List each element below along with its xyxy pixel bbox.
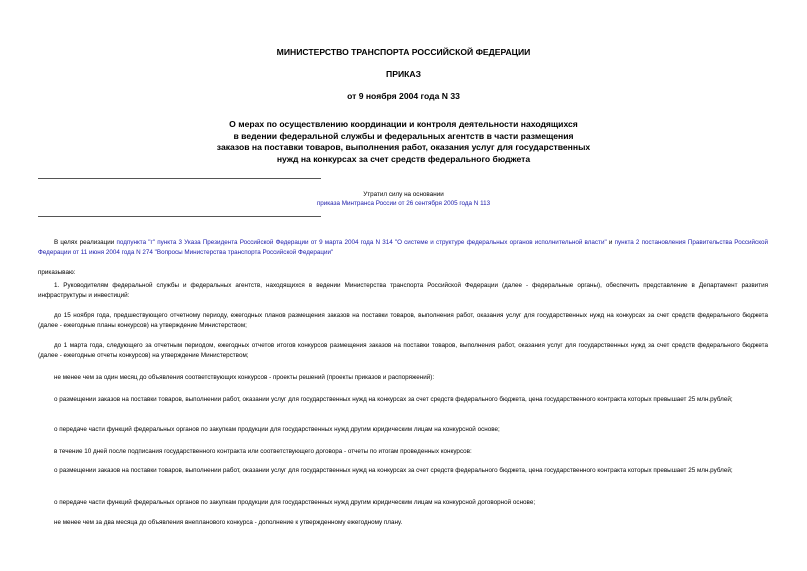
document-title — [0, 119, 807, 165]
title-line: заказов на поставки товаров, выполнения работ, оказания услуг для государственных — [216, 142, 591, 152]
paragraph-text: до 1 марта года, следующего за отчетным периодом, ежегодных отчетов итогов конкурсов размещения заказов на поставки товаров, выполнения работ, оказания услуг для государственных нужд за счет средств федерального бюджета (далее - ежегодные отчеты конкурсов) на утверждение Министерством; — [38, 342, 768, 359]
preamble-paragraph — [38, 238, 768, 257]
date-number-heading: от 9 ноября 2004 года N 33 — [347, 91, 460, 101]
paragraph-item — [38, 447, 768, 457]
order-word: приказываю: — [38, 269, 76, 276]
doc-type-heading: ПРИКАЗ — [386, 69, 421, 79]
resolution-link[interactable]: пункта 2 постановления Правительства Российской Федерации от 11 июня 2004 года N 274 "Вопросы Министерства транспорта Российской Федерации" — [38, 239, 769, 256]
title-line: нужд на конкурсах за счет средств федерального бюджета — [276, 153, 531, 164]
title-line: в ведении федеральной службы и федеральных агентств в части размещения — [233, 130, 574, 141]
decree-link[interactable]: подпункта "г" пункта 3 Указа Президента Российской Федерации от 9 марта 2004 года N 314 "О системе и структуре федеральных органов исполнительной власти" — [116, 239, 607, 246]
paragraph-item — [38, 311, 768, 330]
status-note — [0, 190, 807, 208]
paragraph-item — [38, 498, 768, 508]
paragraph-text: о передаче части функций федеральных органов по закупкам продукции для государственных нужд другим юридическим лицам на конкурсной договорной основе; — [54, 499, 536, 506]
title-line: О мерах по осуществлению координации и контроля деятельности находящихся — [229, 119, 578, 129]
paragraph-item — [38, 518, 768, 528]
paragraph-item — [38, 466, 768, 476]
paragraph-text: до 15 ноября года, предшествующего отчетному периоду, ежегодных планов размещения заказов на поставки товаров, выполнения работ, оказания услуг для государственных нужд на конкурсах за счет средств федерального бюджета (далее - ежегодные планы конкурсов) на утверждение Министерством; — [38, 312, 768, 329]
paragraph-text: в течение 10 дней после подписания государственного контракта или соответствующего договора - отчеты по итогам проведенных конкурсов: — [54, 448, 472, 455]
divider-bottom — [38, 216, 321, 217]
paragraph-item — [38, 341, 768, 360]
paragraph-item — [38, 425, 768, 435]
paragraph-text: о передаче части функций федеральных органов по закупкам продукции для государственных нужд другим юридическим лицам на конкурсной основе; — [54, 426, 500, 433]
paragraph-text: не менее чем за два месяца до объявления внепланового конкурса - дополнение к утвержденному ежегодному плану. — [54, 519, 403, 526]
preamble-intro: В целях реализации — [54, 239, 115, 246]
paragraph-text: о размещении заказов на поставки товаров, выполнении работ, оказании услуг для государственных нужд на конкурсах за счет средств федерального бюджета, цена государственного контракта которых превышает 25 млн.рублей; — [54, 396, 733, 403]
preamble-conjunction: и — [608, 239, 613, 246]
divider-top — [38, 178, 321, 179]
repeal-order-link[interactable]: приказа Минтранса России от 26 сентября 2005 года N 113 — [316, 200, 491, 207]
paragraph-item — [38, 281, 768, 300]
paragraph-text: не менее чем за один месяц до объявления соответствующих конкурсов - проекты решений (проекты приказов и распоряжений): — [54, 374, 435, 381]
paragraph-text: о размещении заказов на поставки товаров, выполнении работ, оказании услуг для государственных нужд на конкурсах за счет средств федерального бюджета, цена государственного контракта которых превышает 25 млн.рублей; — [54, 467, 733, 474]
ministry-heading: МИНИСТЕРСТВО ТРАНСПОРТА РОССИЙСКОЙ ФЕДЕРАЦИИ — [276, 47, 531, 57]
status-note-text: Утратил силу на основании — [363, 191, 444, 198]
paragraph-item — [38, 395, 768, 405]
paragraph-text: 1. Руководителям федеральной службы и федеральных агентств, находящихся в ведении Министерства транспорта Российской Федерации (далее - федеральные органы), обеспечить представление в Департамент развития инфраструктуры и инвестиций: — [38, 282, 768, 299]
paragraph-item — [38, 373, 768, 383]
